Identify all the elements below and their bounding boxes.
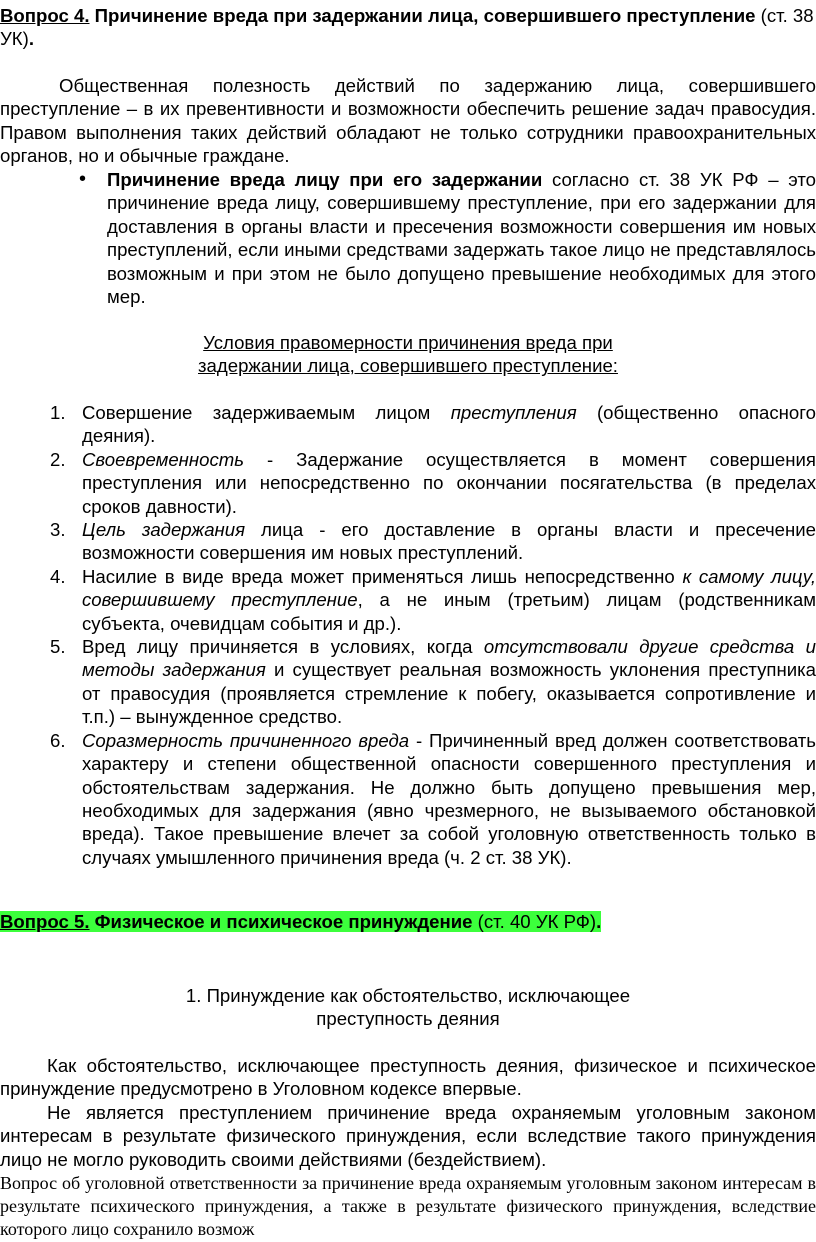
item-number: 6.	[50, 729, 66, 751]
condition-item-4	[0, 565, 816, 635]
intro-paragraph: Общественная полезность действий по задержанию лица, совершившего преступление – в их превентивности и возможности обеспечить решение задач правосудия. Правом выполнения таких действий обладают не только сотрудники правоохранительных органов, но и обычные граждане.	[0, 75, 816, 167]
item-emphasis: Цель задержания	[82, 519, 246, 541]
paragraph-coercion-intro: Как обстоятельство, исключающее преступность деяния, физическое и психическое принуждение предусмотрено в Уголовном кодексе впервые.	[0, 1055, 816, 1100]
item-emphasis: Соразмерность причиненного вреда	[82, 729, 410, 751]
conditions-list	[0, 401, 816, 869]
item-number: 1.	[50, 402, 66, 423]
question-4-title: Причинение вреда при задержании лица, совершившего преступление	[89, 5, 756, 26]
paragraph-liability: Вопрос об уголовной ответственности за причинение вреда охраняемым уголовным законом интересам в результате психического принуждения, а также в результате физического принуждения, вследствие которого лицо сохранило возмож	[0, 1173, 816, 1239]
question-5-heading	[0, 910, 816, 933]
condition-item-6	[0, 729, 816, 869]
item-text: Совершение задерживаемым лицом	[82, 402, 451, 423]
question-4-ref: (ст. 38 УК)	[0, 5, 814, 50]
condition-item-2	[0, 448, 816, 518]
item-number: 5.	[50, 636, 66, 658]
question-5-dot: .	[596, 911, 602, 932]
item-text: - Причиненный вред должен соответствовать характеру и степени общественной опасности совершенного преступления и обстоятельствам задержания. Не должно быть допущено превышения мер, необходимых для задержания (явно чрезмерного, не вызываемого обстановкой вреда). Такое превышение влечет за собой уголовную ответственность только в случаях умышленного причинения вреда (ч. 2 ст. 38 УК).	[82, 729, 816, 868]
question-5-title: Физическое и психическое принуждение	[89, 911, 473, 932]
item-text: лица - его доставление в органы власти и пресечение возможности совершения им новых преступлений.	[82, 519, 816, 564]
item-text: , а не иным (третьим) лицам (родственникам субъекта, очевидцам события и др.).	[82, 589, 816, 634]
subsection-heading-line-2: преступность деяния	[316, 1008, 500, 1030]
subsection-heading	[0, 984, 816, 1031]
item-text: (общественно опасного деяния).	[82, 402, 816, 447]
paragraph-physical-coercion: Не является преступлением причинение вреда охраняемым уголовным законом интересам в результате физического принуждения, если вследствие такого принуждения лицо не могло руководить своими действиями (бездействием).	[0, 1102, 816, 1170]
item-number: 4.	[50, 565, 66, 587]
definition-list	[0, 168, 816, 308]
condition-item-1	[0, 401, 816, 448]
item-text: и существует реальная возможность уклонения преступника от правосудия (проявляется стремление к побегу, оказывается сопротивление и т.п.) – вынужденное средство.	[82, 659, 816, 728]
item-emphasis: Своевременность	[82, 448, 245, 470]
conditions-heading-line-2: задержании лица, совершившего преступление:	[198, 355, 618, 377]
conditions-heading	[0, 331, 816, 378]
question-4-label: Вопрос 4.	[0, 5, 90, 26]
question-5-label: Вопрос 5.	[0, 911, 90, 932]
conditions-heading-line-1: Условия правомерности причинения вреда при	[203, 332, 613, 353]
item-number: 3.	[50, 519, 66, 541]
condition-item-5	[0, 635, 816, 729]
item-number: 2.	[50, 448, 66, 470]
question-4-dot: .	[28, 28, 35, 50]
item-text: Насилие в виде вреда может применяться лишь непосредственно	[82, 565, 683, 587]
subsection-heading-line-1: 1. Принуждение как обстоятельство, исключающее	[185, 985, 631, 1006]
question-4-heading	[0, 4, 816, 51]
item-emphasis: к самому лицу, совершившему преступление	[82, 565, 816, 611]
definition-term: Причинение вреда лицу при его задержании	[107, 169, 543, 190]
item-emphasis: отсутствовали другие средства и методы задержания	[82, 636, 816, 681]
definition-item	[0, 168, 816, 308]
item-text: Вред лицу причиняется в условиях, когда	[82, 636, 484, 658]
condition-item-3	[0, 518, 816, 565]
item-emphasis: преступления	[450, 402, 577, 423]
question-5-ref: (ст. 40 УК РФ)	[472, 911, 597, 932]
item-text: - Задержание осуществляется в момент совершения преступления или непосредственно по окончании посягательства (в пределах сроков давности).	[82, 448, 816, 517]
definition-text: согласно ст. 38 УК РФ – это причинение вреда лицу, совершившему преступление, при его задержании для доставления в органы власти и пресечения возможности совершения им новых преступлений, если иными средствами задержать такое лицо не представлялось возможным и при этом не было допущено превышение необходимых для этого мер.	[107, 169, 816, 308]
